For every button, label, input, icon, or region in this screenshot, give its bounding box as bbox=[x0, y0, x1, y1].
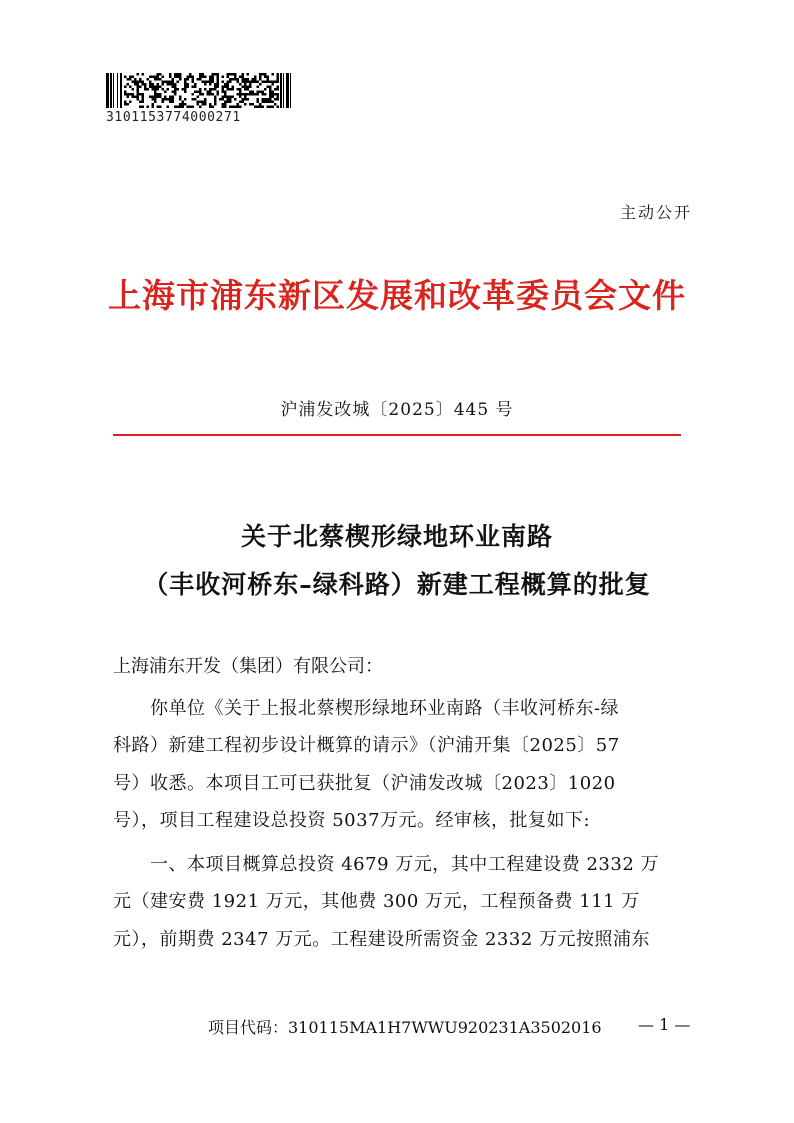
body-paragraph-line: 科路）新建工程初步设计概算的请示》（沪浦开集〔2025〕57 bbox=[113, 735, 620, 756]
recipient: 上海浦东开发（集团）有限公司： bbox=[113, 656, 383, 677]
barcode bbox=[106, 73, 296, 108]
red-divider bbox=[113, 434, 681, 436]
body-paragraph-line: 元（建安费 1921 万元，其他费 300 万元，工程预备费 111 万 bbox=[113, 891, 640, 912]
body-paragraph-line: 号），项目工程建设总投资 5037万元。经审核，批复如下: bbox=[113, 810, 591, 831]
body-paragraph-line: 号）收悉。本项目工可已获批复（沪浦发改城〔2023〕1020 bbox=[113, 773, 616, 794]
body-paragraph-line: 你单位《关于上报北蔡楔形绿地环业南路（丰收河桥东-绿 bbox=[150, 698, 620, 719]
document-title-line-1: 关于北蔡楔形绿地环业南路 bbox=[240, 522, 553, 551]
body-paragraph-line: 元），前期费 2347 万元。工程建设所需资金 2332 万元按照浦东 bbox=[113, 929, 651, 950]
disclosure-label: 主动公开 bbox=[619, 203, 692, 222]
document-title-line-2: （丰收河桥东–绿科路）新建工程概算的批复 bbox=[143, 570, 651, 599]
barcode-number: 3101153774000271 bbox=[106, 110, 241, 125]
body-paragraph-line: 一、本项目概算总投资 4679 万元，其中工程建设费 2332 万 bbox=[150, 854, 660, 875]
project-code: 项目代码：310115MA1H7WWU920231A3502016 bbox=[208, 1018, 602, 1037]
page-number: — 1 — bbox=[638, 1015, 691, 1034]
barcode-graphic bbox=[106, 73, 296, 108]
document-number: 沪浦发改城〔2025〕445 号 bbox=[280, 400, 514, 420]
agency-letterhead: 上海市浦东新区发展和改革委员会文件 bbox=[108, 276, 686, 315]
